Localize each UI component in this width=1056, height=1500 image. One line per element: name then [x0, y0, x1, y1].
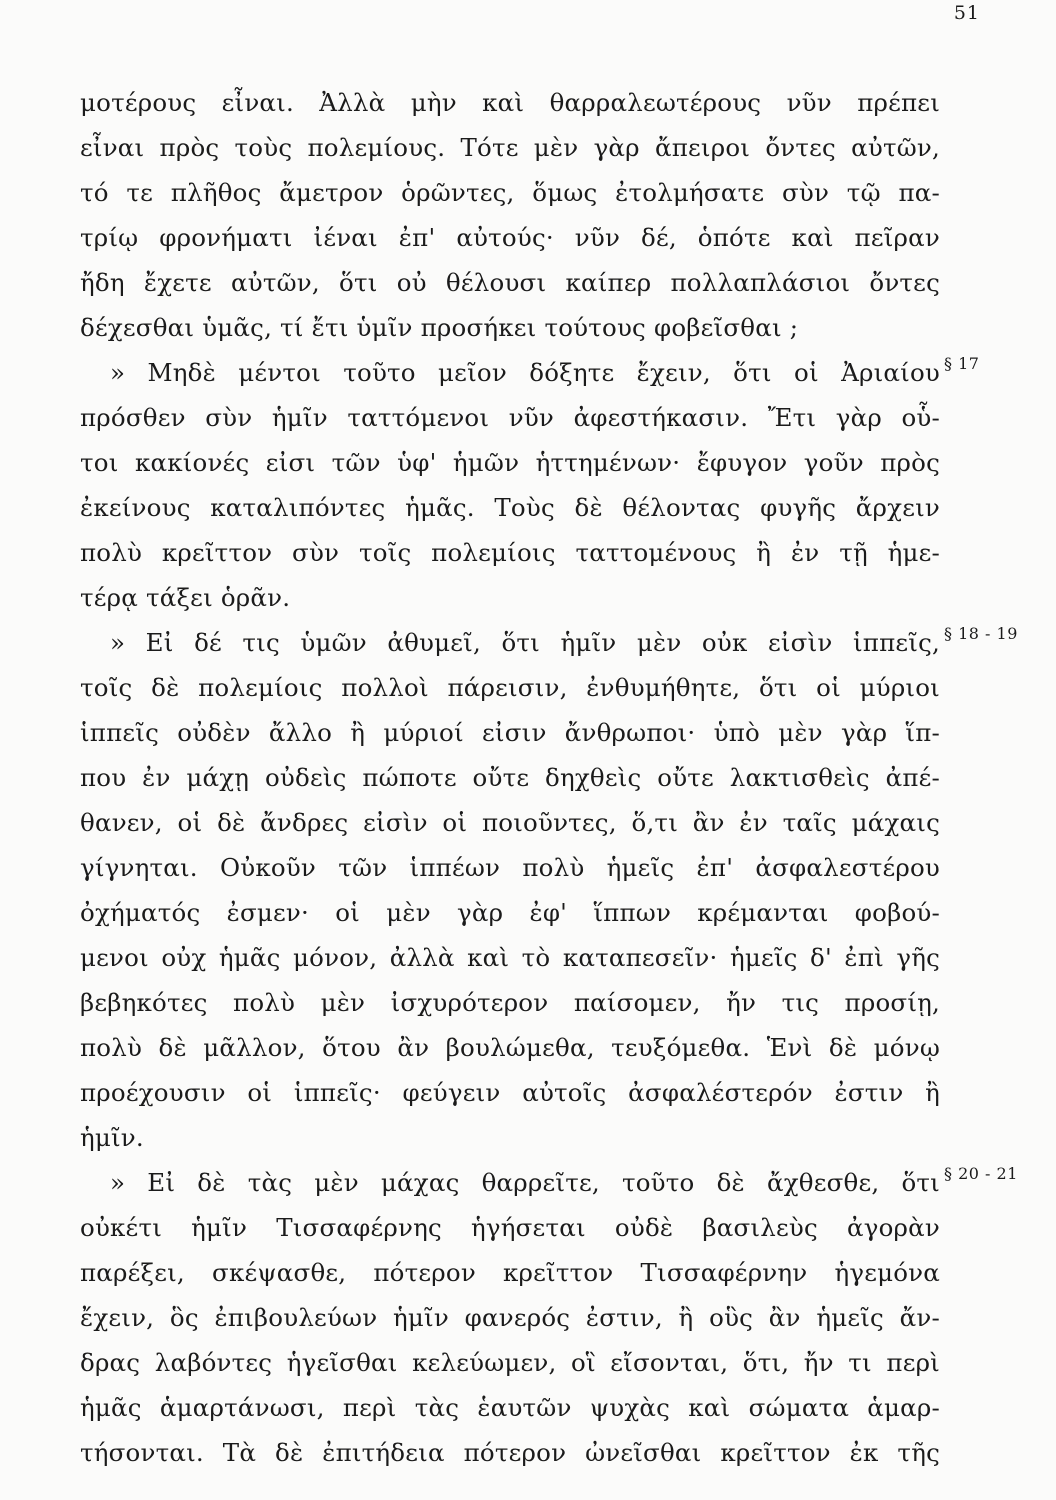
text-line: » Εἰ δὲ τὰς μὲν μάχας θαρρεῖτε, τοῦτο δὲ ἄχθεσθε, ὅτι: [110, 1168, 940, 1197]
text-line: πολὺ κρεῖττον σὺν τοῖς πολεμίοις ταττομένους ἢ ἐν τῇ ἡμε-: [80, 538, 940, 567]
text-line: ὀχήματός ἐσμεν· οἱ μὲν γὰρ ἐφ' ἵππων κρέμανται φοβού-: [80, 898, 940, 927]
text-line: γίγνηται. Οὐκοῦν τῶν ἱππέων πολὺ ἡμεῖς ἐπ' ἀσφαλεστέρου: [80, 853, 940, 882]
text-line: ἡμῖν.: [80, 1123, 144, 1152]
text-line: δέχεσθαι ὑμᾶς, τί ἔτι ὑμῖν προσήκει τούτους φοβεῖσθαι ;: [80, 313, 799, 342]
text-line: » Εἰ δέ τις ὑμῶν ἀθυμεῖ, ὅτι ἡμῖν μὲν οὐκ εἰσὶν ἱππεῖς,: [110, 628, 940, 657]
section-marker: § 20 - 21: [944, 1164, 1018, 1183]
text-line: τοι κακίονές εἰσι τῶν ὑφ' ἡμῶν ἡττημένων· ἔφυγον γοῦν πρὸς: [80, 448, 940, 477]
text-line: τό τε πλῆθος ἄμετρον ὁρῶντες, ὅμως ἐτολμήσατε σὺν τῷ πα-: [80, 178, 940, 207]
text-line: τέρᾳ τάξει ὁρᾶν.: [80, 583, 291, 612]
section-marker: § 17: [944, 354, 980, 373]
page-number: 51: [953, 2, 980, 24]
section-marker: § 18 - 19: [944, 624, 1018, 643]
text-line: εἶναι πρὸς τοὺς πολεμίους. Τότε μὲν γὰρ ἄπειροι ὄντες αὐτῶν,: [80, 133, 940, 162]
text-line: θανεν, οἱ δὲ ἄνδρες εἰσὶν οἱ ποιοῦντες, ὅ,τι ἂν ἐν ταῖς μάχαις: [80, 808, 940, 837]
text-line: » Μηδὲ μέντοι τοῦτο μεῖον δόξητε ἔχειν, ὅτι οἱ Ἀριαίου: [110, 358, 940, 387]
text-line: μοτέρους εἶναι. Ἀλλὰ μὴν καὶ θαρραλεωτέρους νῦν πρέπει: [80, 88, 940, 117]
text-line: ἔχειν, ὃς ἐπιβουλεύων ἡμῖν φανερός ἐστιν, ἢ οὓς ἂν ἡμεῖς ἄν-: [80, 1303, 940, 1332]
text-line: τήσονται. Τὰ δὲ ἐπιτήδεια πότερον ὠνεῖσθαι κρεῖττον ἐκ τῆς: [80, 1438, 940, 1467]
text-line: πολὺ δὲ μᾶλλον, ὅτου ἂν βουλώμεθα, τευξόμεθα. Ἑνὶ δὲ μόνῳ: [80, 1033, 940, 1062]
text-line: τρίῳ φρονήματι ἰέναι ἐπ' αὐτούς· νῦν δέ, ὁπότε καὶ πεῖραν: [80, 223, 940, 252]
text-line: παρέξει, σκέψασθε, πότερον κρεῖττον Τισσαφέρνην ἡγεμόνα: [80, 1258, 940, 1287]
text-line: οὐκέτι ἡμῖν Τισσαφέρνης ἡγήσεται οὐδὲ βασιλεὺς ἀγορὰν: [80, 1213, 940, 1242]
text-line: μενοι οὐχ ἡμᾶς μόνον, ἀλλὰ καὶ τὸ καταπεσεῖν· ἡμεῖς δ' ἐπὶ γῆς: [80, 943, 940, 972]
text-line: που ἐν μάχῃ οὐδεὶς πώποτε οὔτε δηχθεὶς οὔτε λακτισθεὶς ἀπέ-: [80, 763, 940, 792]
text-line: ἱππεῖς οὐδὲν ἄλλο ἢ μύριοί εἰσιν ἄνθρωποι· ὑπὸ μὲν γὰρ ἵπ-: [80, 718, 940, 747]
text-line: προέχουσιν οἱ ἱππεῖς· φεύγειν αὐτοῖς ἀσφαλέστερόν ἐστιν ἢ: [80, 1078, 940, 1107]
text-line: δρας λαβόντες ἡγεῖσθαι κελεύωμεν, οἳ εἴσονται, ὅτι, ἤν τι περὶ: [80, 1348, 940, 1377]
text-line: ἤδη ἔχετε αὐτῶν, ὅτι οὐ θέλουσι καίπερ πολλαπλάσιοι ὄντες: [80, 268, 940, 297]
text-line: πρόσθεν σὺν ἡμῖν ταττόμενοι νῦν ἀφεστήκασιν. Ἔτι γὰρ οὗ-: [80, 403, 940, 432]
text-line: ἐκείνους καταλιπόντες ἡμᾶς. Τοὺς δὲ θέλοντας φυγῆς ἄρχειν: [80, 493, 940, 522]
text-line: ἡμᾶς ἁμαρτάνωσι, περὶ τὰς ἑαυτῶν ψυχὰς καὶ σώματα ἁμαρ-: [80, 1393, 940, 1422]
text-line: βεβηκότες πολὺ μὲν ἰσχυρότερον παίσομεν, ἤν τις προσίῃ,: [80, 988, 940, 1017]
main-text: [80, 80, 940, 1475]
text-line: τοῖς δὲ πολεμίοις πολλοὶ πάρεισιν, ἐνθυμήθητε, ὅτι οἱ μύριοι: [80, 673, 940, 702]
